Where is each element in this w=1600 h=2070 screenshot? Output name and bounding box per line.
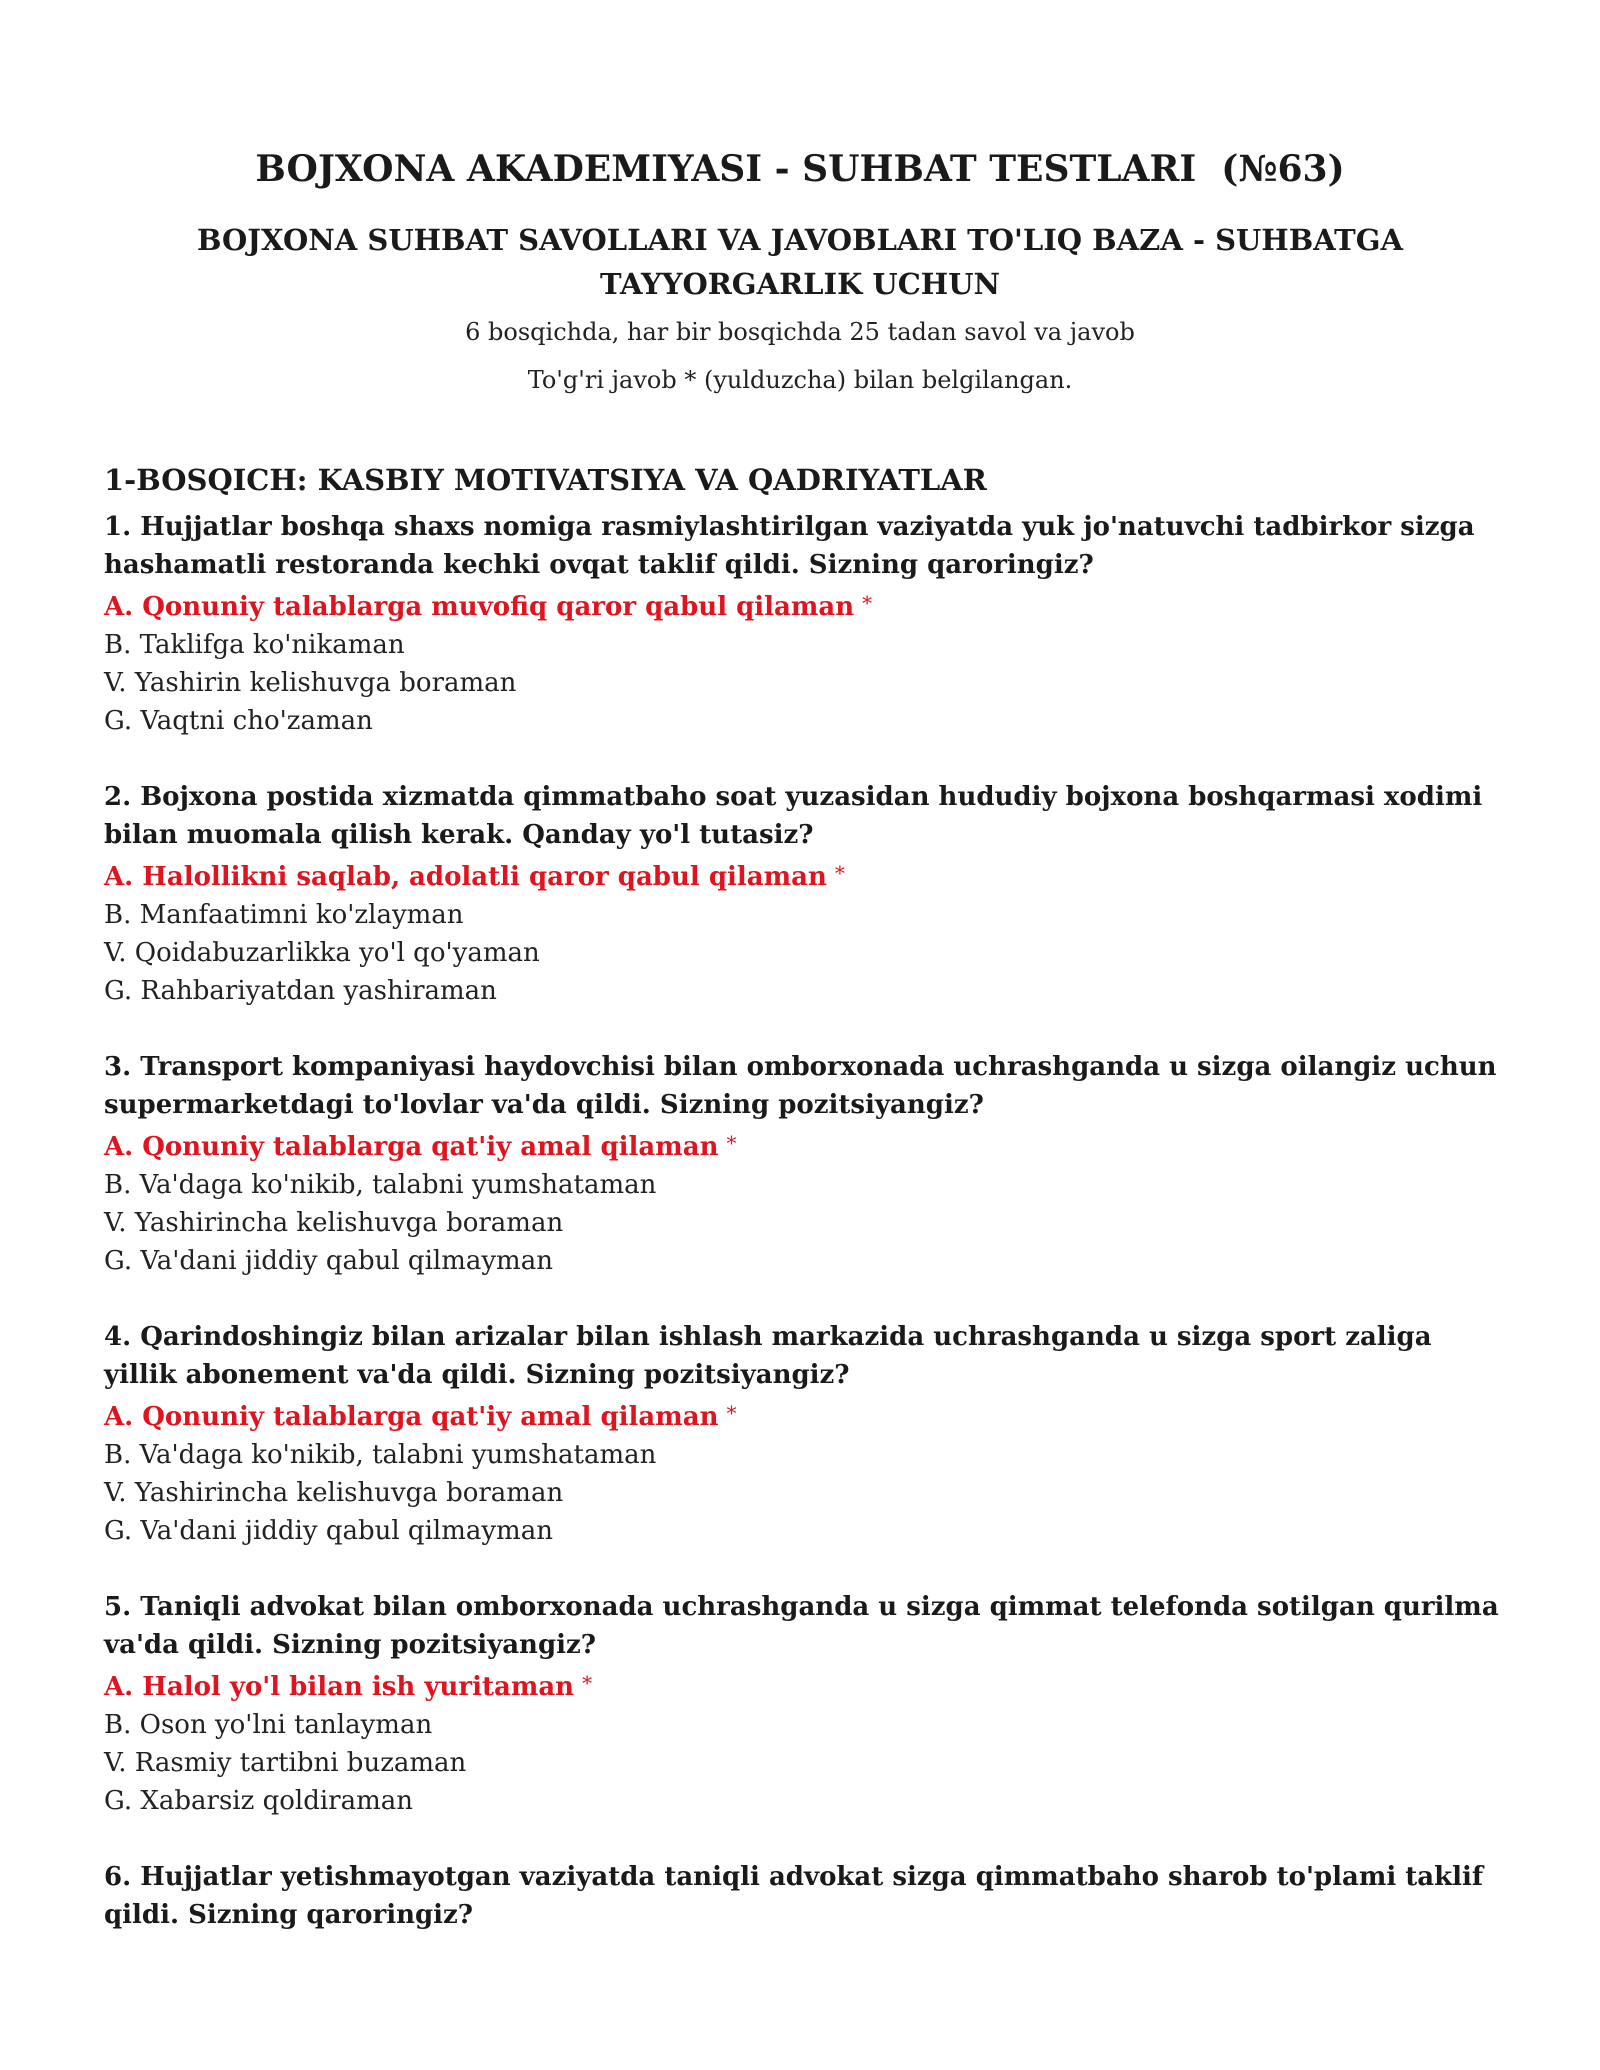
answer-option: V. Qoidabuzarlikka yo'l qo'yaman — [104, 938, 540, 968]
answer-option: B. Taklifga ko'nikaman — [104, 630, 405, 660]
answer-option: G. Rahbariyatdan yashiraman — [104, 976, 497, 1006]
question-text: 4. Qarindoshingiz bilan arizalar bilan ishlash markazida uchrashganda u sizga sport zaliga yillik abonement va'da qildi. Sizning pozitsiyangiz? — [104, 1322, 1432, 1390]
answer-option-correct — [104, 1664, 1504, 1706]
answer-option-label: A. Halollikni saqlab, adolatli qaror qabul qilaman — [104, 862, 827, 892]
answer-option: G. Vaqtni cho'zaman — [104, 706, 373, 736]
question-text: 2. Bojxona postida xizmatda qimmatbaho soat yuzasidan hududiy bojxona boshqarmasi xodimi bilan muomala qilish kerak. Qanday yo'l tutasiz? — [104, 782, 1483, 850]
correct-star-icon: * — [726, 1401, 737, 1425]
answer-option: G. Xabarsiz qoldiraman — [104, 1786, 413, 1816]
answer-option-label: A. Qonuniy talablarga muvofiq qaror qabul qilaman — [104, 592, 855, 622]
correct-star-icon: * — [834, 861, 845, 885]
answer-option: B. Va'daga ko'nikib, talabni yumshataman — [104, 1440, 657, 1470]
correct-star-icon: * — [862, 591, 873, 615]
answer-option: B. Va'daga ko'nikib, talabni yumshataman — [104, 1170, 657, 1200]
answer-option: B. Oson yo'lni tanlayman — [104, 1710, 433, 1740]
section-heading: 1-BOSQICH: KASBIY MOTIVATSIYA VA QADRIYATLAR — [104, 463, 987, 497]
answer-option: G. Va'dani jiddiy qabul qilmayman — [104, 1246, 553, 1276]
answer-option: V. Yashirin kelishuvga boraman — [104, 668, 517, 698]
answer-option-correct — [104, 854, 1504, 896]
intro-line-2: To'g'ri javob * (yulduzcha) bilan belgilangan. — [527, 366, 1073, 394]
question-block — [104, 1588, 1504, 1820]
question-block — [104, 508, 1504, 740]
correct-star-icon: * — [726, 1131, 737, 1155]
answer-option: B. Manfaatimni ko'zlayman — [104, 900, 464, 930]
answer-option-correct — [104, 1394, 1504, 1436]
page-title: BOJXONA AKADEMIYASI - SUHBAT TESTLARI (№63) — [255, 148, 1345, 190]
answer-option-correct — [104, 1124, 1504, 1166]
question-text: 1. Hujjatlar boshqa shaxs nomiga rasmiylashtirilgan vaziyatda yuk jo'natuvchi tadbirkor sizga hashamatli restoranda kechki ovqat taklif qildi. Sizning qaroringiz? — [104, 512, 1475, 580]
answer-option: V. Yashirincha kelishuvga boraman — [104, 1478, 564, 1508]
intro-line-1: 6 bosqichda, har bir bosqichda 25 tadan savol va javob — [465, 318, 1135, 346]
question-text: 6. Hujjatlar yetishmayotgan vaziyatda taniqli advokat sizga qimmatbaho sharob to'plami taklif qildi. Sizning qaroringiz? — [104, 1862, 1484, 1930]
answer-option: V. Rasmiy tartibni buzaman — [104, 1748, 467, 1778]
answer-option: V. Yashirincha kelishuvga boraman — [104, 1208, 564, 1238]
question-block — [104, 1318, 1504, 1550]
question-text: 5. Taniqli advokat bilan omborxonada uchrashganda u sizga qimmat telefonda sotilgan qurilma va'da qildi. Sizning pozitsiyangiz? — [104, 1592, 1499, 1660]
answer-option-correct — [104, 584, 1504, 626]
answer-option-label: A. Halol yo'l bilan ish yuritaman — [104, 1672, 575, 1702]
question-block — [104, 1858, 1504, 1934]
answer-option: G. Va'dani jiddiy qabul qilmayman — [104, 1516, 553, 1546]
answer-option-label: A. Qonuniy talablarga qat'iy amal qilaman — [104, 1132, 719, 1162]
page-subtitle: BOJXONA SUHBAT SAVOLLARI VA JAVOBLARI TO'LIQ BAZA - SUHBATGA TAYYORGARLIK UCHUN — [197, 223, 1403, 301]
question-block — [104, 1048, 1504, 1280]
answer-option-label: A. Qonuniy talablarga qat'iy amal qilaman — [104, 1402, 719, 1432]
correct-star-icon: * — [582, 1671, 593, 1695]
question-text: 3. Transport kompaniyasi haydovchisi bilan omborxonada uchrashganda u sizga oilangiz uchun supermarketdagi to'lovlar va'da qildi. Sizning pozitsiyangiz? — [104, 1052, 1497, 1120]
question-block — [104, 778, 1504, 1010]
